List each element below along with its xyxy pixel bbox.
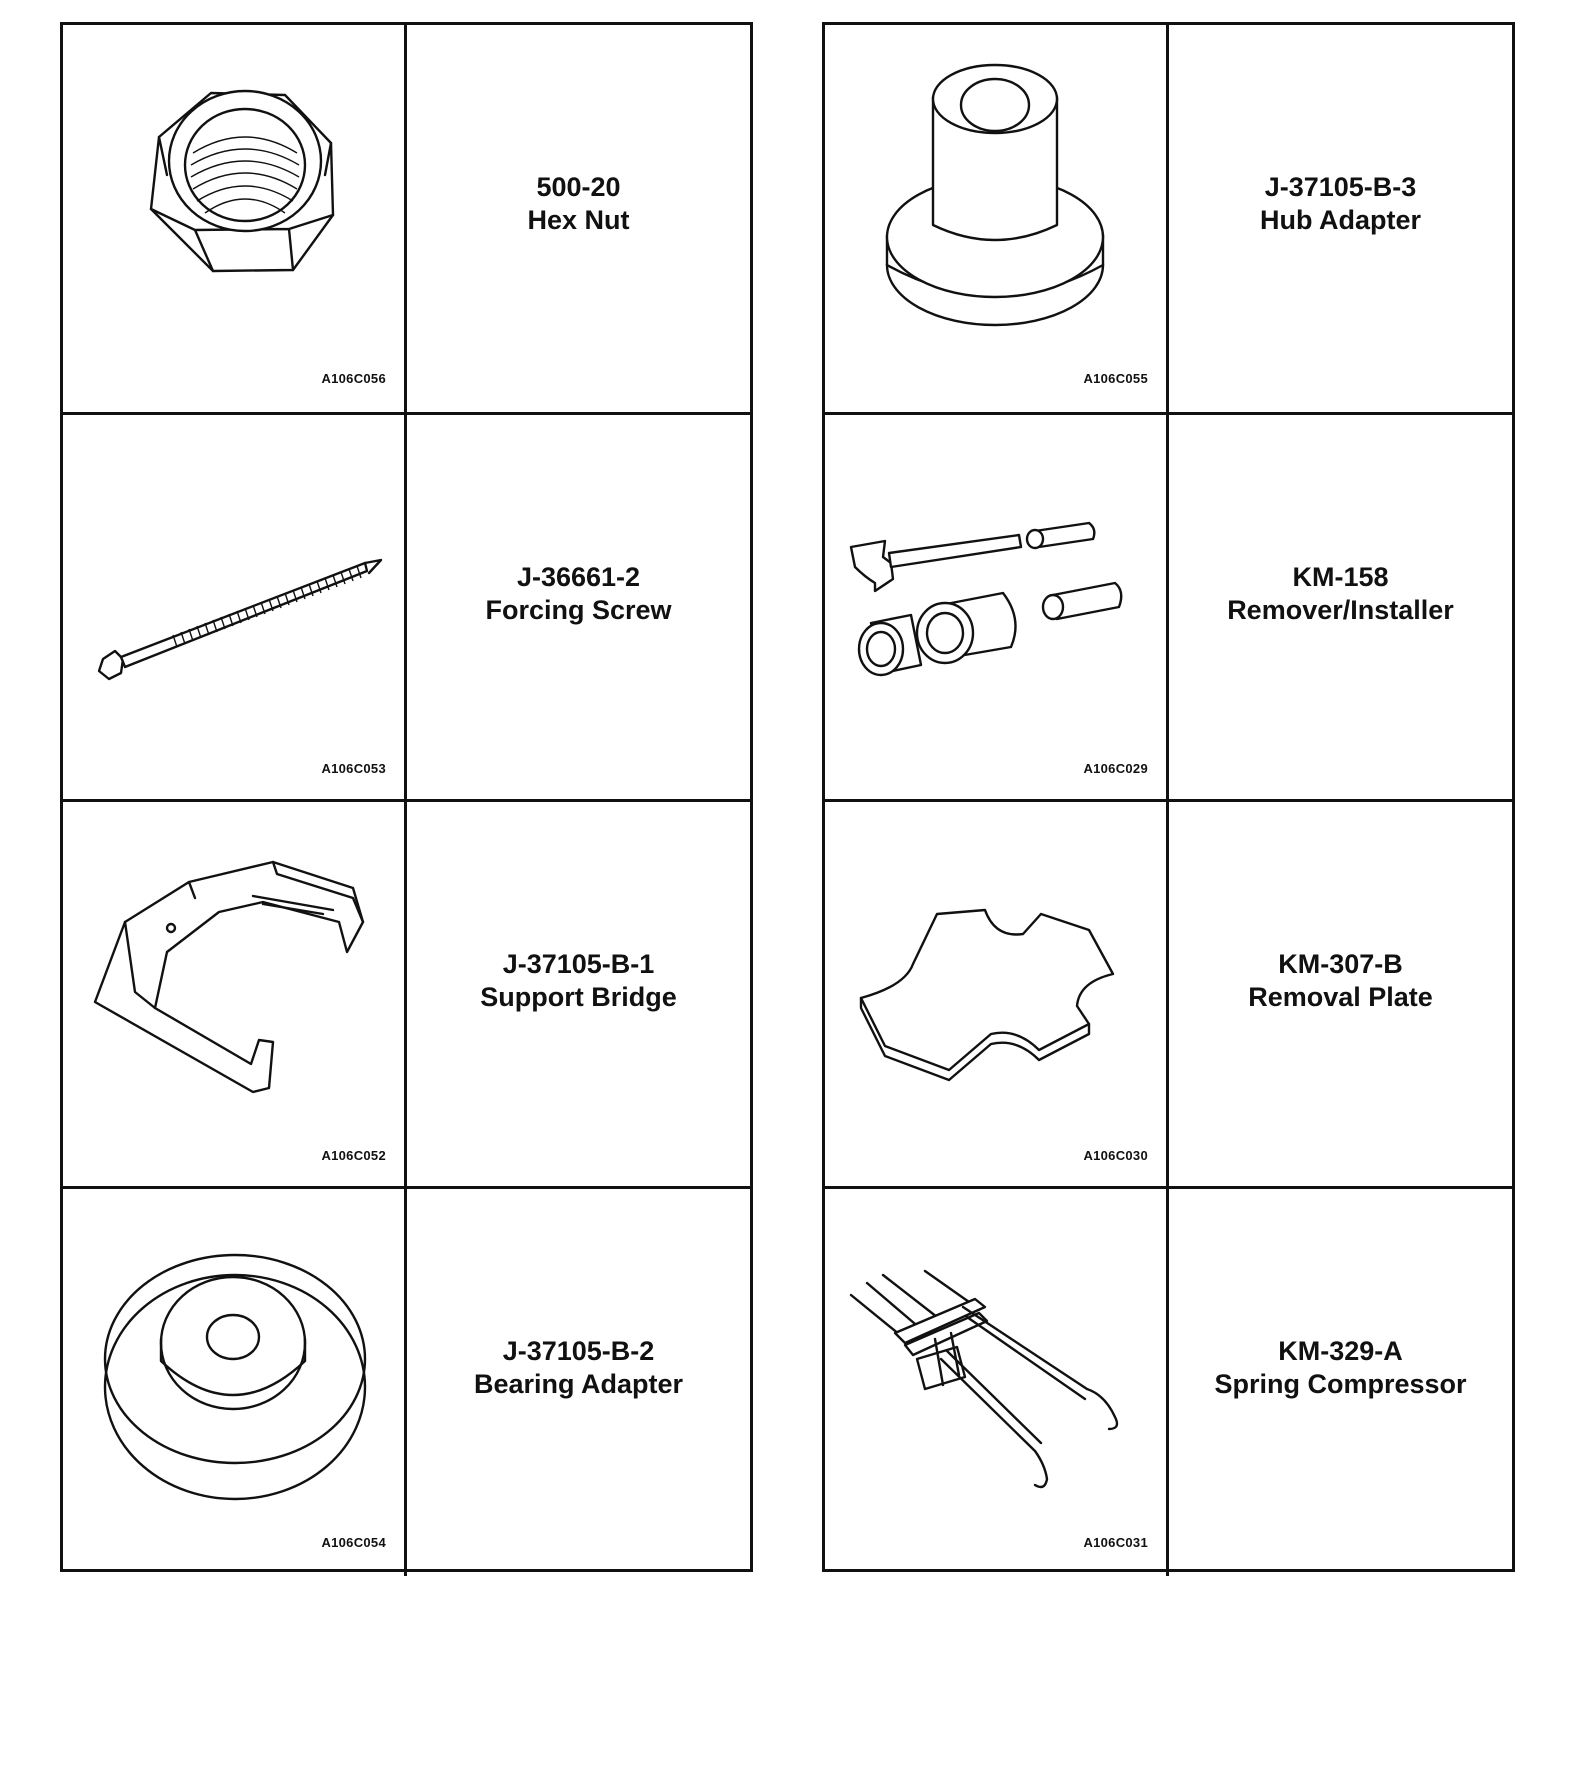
tool-row: [825, 1186, 1512, 1576]
remover-installer-icon: [825, 415, 1169, 799]
tool-name: Forcing Screw: [485, 594, 672, 625]
tool-illustration-cell: [63, 1189, 407, 1576]
tool-name: Spring Compressor: [1214, 1368, 1467, 1399]
tool-illustration-cell: [63, 415, 407, 802]
tool-label: [1169, 415, 1512, 802]
hex-nut-icon: [63, 25, 407, 409]
figure-code: A106C056: [321, 371, 386, 386]
support-bridge-icon: [63, 802, 407, 1186]
part-number: KM-307-B: [1278, 948, 1403, 979]
part-number: J-36661-2: [516, 561, 641, 592]
tool-name: Remover/Installer: [1227, 594, 1454, 625]
tool-illustration-cell: [63, 25, 407, 412]
tool-row: [63, 799, 750, 1189]
part-number: J-37105-B-1: [502, 948, 655, 979]
tool-row: [825, 799, 1512, 1189]
tool-illustration-cell: [825, 1189, 1169, 1576]
part-number: KM-158: [1292, 561, 1389, 592]
tool-label: [1169, 25, 1512, 412]
tool-name: Support Bridge: [480, 981, 677, 1012]
forcing-screw-icon: [63, 415, 407, 799]
tool-row: [63, 412, 750, 802]
figure-code: A106C052: [321, 1148, 386, 1163]
tool-table-right: [822, 22, 1515, 1572]
tool-table-left: [60, 22, 753, 1572]
tool-label: [407, 1189, 750, 1576]
part-number: J-37105-B-3: [1264, 171, 1417, 202]
part-number: KM-329-A: [1278, 1335, 1403, 1366]
tool-illustration-cell: [63, 802, 407, 1189]
tool-row: [63, 25, 750, 412]
tool-label: [1169, 802, 1512, 1189]
tool-illustration-cell: [825, 415, 1169, 802]
figure-code: A106C054: [321, 1535, 386, 1550]
tool-label: [407, 415, 750, 802]
figure-code: A106C029: [1083, 761, 1148, 776]
tool-row: [63, 1186, 750, 1576]
figure-code: A106C055: [1083, 371, 1148, 386]
tool-illustration-cell: [825, 25, 1169, 412]
spring-compressor-icon: [825, 1189, 1169, 1573]
tool-row: [825, 412, 1512, 802]
figure-code: A106C031: [1083, 1535, 1148, 1550]
tool-row: [825, 25, 1512, 412]
tool-name: Bearing Adapter: [473, 1368, 684, 1399]
tool-label: [407, 802, 750, 1189]
tool-illustration-cell: [825, 802, 1169, 1189]
tool-name: Hex Nut: [527, 204, 630, 235]
hub-adapter-icon: [825, 25, 1169, 409]
bearing-adapter-icon: [63, 1189, 407, 1573]
tool-label: [407, 25, 750, 412]
figure-code: A106C053: [321, 761, 386, 776]
removal-plate-icon: [825, 802, 1169, 1186]
part-number: J-37105-B-2: [502, 1335, 655, 1366]
tool-name: Removal Plate: [1248, 981, 1433, 1012]
tool-name: Hub Adapter: [1260, 204, 1421, 235]
tool-label: [1169, 1189, 1512, 1576]
part-number: 500-20: [536, 171, 621, 202]
figure-code: A106C030: [1083, 1148, 1148, 1163]
